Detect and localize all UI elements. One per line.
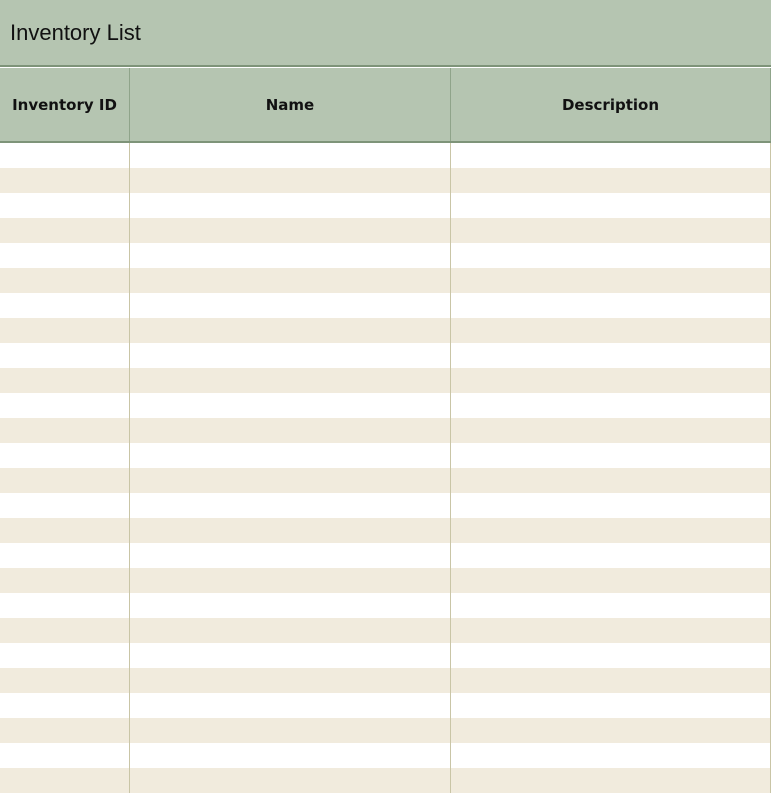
- cell-inventory-id[interactable]: [0, 593, 129, 618]
- cell-description[interactable]: [450, 593, 771, 618]
- table-row: [0, 168, 771, 193]
- cell-description[interactable]: [450, 393, 771, 418]
- cell-description[interactable]: [450, 293, 771, 318]
- cell-name[interactable]: [129, 343, 450, 368]
- cell-description[interactable]: [450, 718, 771, 743]
- column-header-description[interactable]: Description: [450, 68, 771, 141]
- cell-name[interactable]: [129, 493, 450, 518]
- cell-inventory-id[interactable]: [0, 443, 129, 468]
- cell-description[interactable]: [450, 143, 771, 168]
- cell-name[interactable]: [129, 418, 450, 443]
- table-row: [0, 418, 771, 443]
- cell-inventory-id[interactable]: [0, 368, 129, 393]
- table-row: [0, 593, 771, 618]
- table-row: [0, 393, 771, 418]
- cell-description[interactable]: [450, 618, 771, 643]
- cell-name[interactable]: [129, 743, 450, 768]
- cell-description[interactable]: [450, 268, 771, 293]
- table-row: [0, 693, 771, 718]
- table-body: [0, 143, 773, 798]
- cell-name[interactable]: [129, 268, 450, 293]
- cell-name[interactable]: [129, 443, 450, 468]
- cell-inventory-id[interactable]: [0, 643, 129, 668]
- cell-name[interactable]: [129, 143, 450, 168]
- table-row: [0, 368, 771, 393]
- table-row: [0, 643, 771, 668]
- cell-description[interactable]: [450, 743, 771, 768]
- table-row: [0, 143, 771, 168]
- cell-description[interactable]: [450, 493, 771, 518]
- cell-name[interactable]: [129, 768, 450, 793]
- cell-inventory-id[interactable]: [0, 768, 129, 793]
- table-row: [0, 468, 771, 493]
- cell-description[interactable]: [450, 368, 771, 393]
- table-row: [0, 318, 771, 343]
- cell-inventory-id[interactable]: [0, 418, 129, 443]
- cell-name[interactable]: [129, 718, 450, 743]
- cell-description[interactable]: [450, 518, 771, 543]
- table-row: [0, 343, 771, 368]
- cell-description[interactable]: [450, 418, 771, 443]
- cell-description[interactable]: [450, 218, 771, 243]
- cell-inventory-id[interactable]: [0, 693, 129, 718]
- cell-inventory-id[interactable]: [0, 293, 129, 318]
- table-header-row: [0, 68, 773, 143]
- table-row: [0, 668, 771, 693]
- cell-inventory-id[interactable]: [0, 193, 129, 218]
- cell-description[interactable]: [450, 243, 771, 268]
- cell-description[interactable]: [450, 468, 771, 493]
- table-row: [0, 268, 771, 293]
- table-row: [0, 443, 771, 468]
- cell-name[interactable]: [129, 393, 450, 418]
- cell-name[interactable]: [129, 243, 450, 268]
- cell-inventory-id[interactable]: [0, 468, 129, 493]
- cell-name[interactable]: [129, 468, 450, 493]
- cell-description[interactable]: [450, 668, 771, 693]
- cell-name[interactable]: [129, 318, 450, 343]
- cell-description[interactable]: [450, 693, 771, 718]
- table-row: [0, 568, 771, 593]
- cell-inventory-id[interactable]: [0, 268, 129, 293]
- cell-description[interactable]: [450, 543, 771, 568]
- cell-name[interactable]: [129, 668, 450, 693]
- cell-description[interactable]: [450, 318, 771, 343]
- table-row: [0, 718, 771, 743]
- cell-description[interactable]: [450, 768, 771, 793]
- cell-description[interactable]: [450, 193, 771, 218]
- table-row: [0, 518, 771, 543]
- table-row: [0, 293, 771, 318]
- cell-name[interactable]: [129, 693, 450, 718]
- cell-name[interactable]: [129, 543, 450, 568]
- table-row: [0, 193, 771, 218]
- cell-name[interactable]: [129, 618, 450, 643]
- cell-name[interactable]: [129, 593, 450, 618]
- cell-name[interactable]: [129, 218, 450, 243]
- cell-name[interactable]: [129, 368, 450, 393]
- cell-inventory-id[interactable]: [0, 543, 129, 568]
- cell-inventory-id[interactable]: [0, 318, 129, 343]
- cell-name[interactable]: [129, 643, 450, 668]
- cell-name[interactable]: [129, 568, 450, 593]
- cell-description[interactable]: [450, 568, 771, 593]
- table-row: [0, 218, 771, 243]
- column-header-name[interactable]: Name: [129, 68, 450, 141]
- cell-name[interactable]: [129, 168, 450, 193]
- cell-inventory-id[interactable]: [0, 518, 129, 543]
- table-row: [0, 768, 771, 793]
- table-row: [0, 743, 771, 768]
- cell-description[interactable]: [450, 643, 771, 668]
- cell-inventory-id[interactable]: [0, 718, 129, 743]
- cell-description[interactable]: [450, 168, 771, 193]
- table-row: [0, 243, 771, 268]
- cell-name[interactable]: [129, 193, 450, 218]
- cell-inventory-id[interactable]: [0, 168, 129, 193]
- cell-inventory-id[interactable]: [0, 393, 129, 418]
- title-bar: [0, 0, 773, 67]
- page-title: Inventory List: [10, 20, 141, 45]
- table-row: [0, 618, 771, 643]
- cell-inventory-id[interactable]: [0, 743, 129, 768]
- cell-inventory-id[interactable]: [0, 218, 129, 243]
- table-row: [0, 543, 771, 568]
- cell-inventory-id[interactable]: [0, 493, 129, 518]
- cell-inventory-id[interactable]: [0, 243, 129, 268]
- cell-inventory-id[interactable]: [0, 618, 129, 643]
- cell-inventory-id[interactable]: [0, 143, 129, 168]
- cell-inventory-id[interactable]: [0, 668, 129, 693]
- cell-name[interactable]: [129, 518, 450, 543]
- cell-inventory-id[interactable]: [0, 568, 129, 593]
- cell-name[interactable]: [129, 293, 450, 318]
- column-header-inventory-id[interactable]: Inventory ID: [12, 95, 117, 114]
- cell-inventory-id[interactable]: [0, 343, 129, 368]
- cell-description[interactable]: [450, 343, 771, 368]
- cell-description[interactable]: [450, 443, 771, 468]
- table-row: [0, 493, 771, 518]
